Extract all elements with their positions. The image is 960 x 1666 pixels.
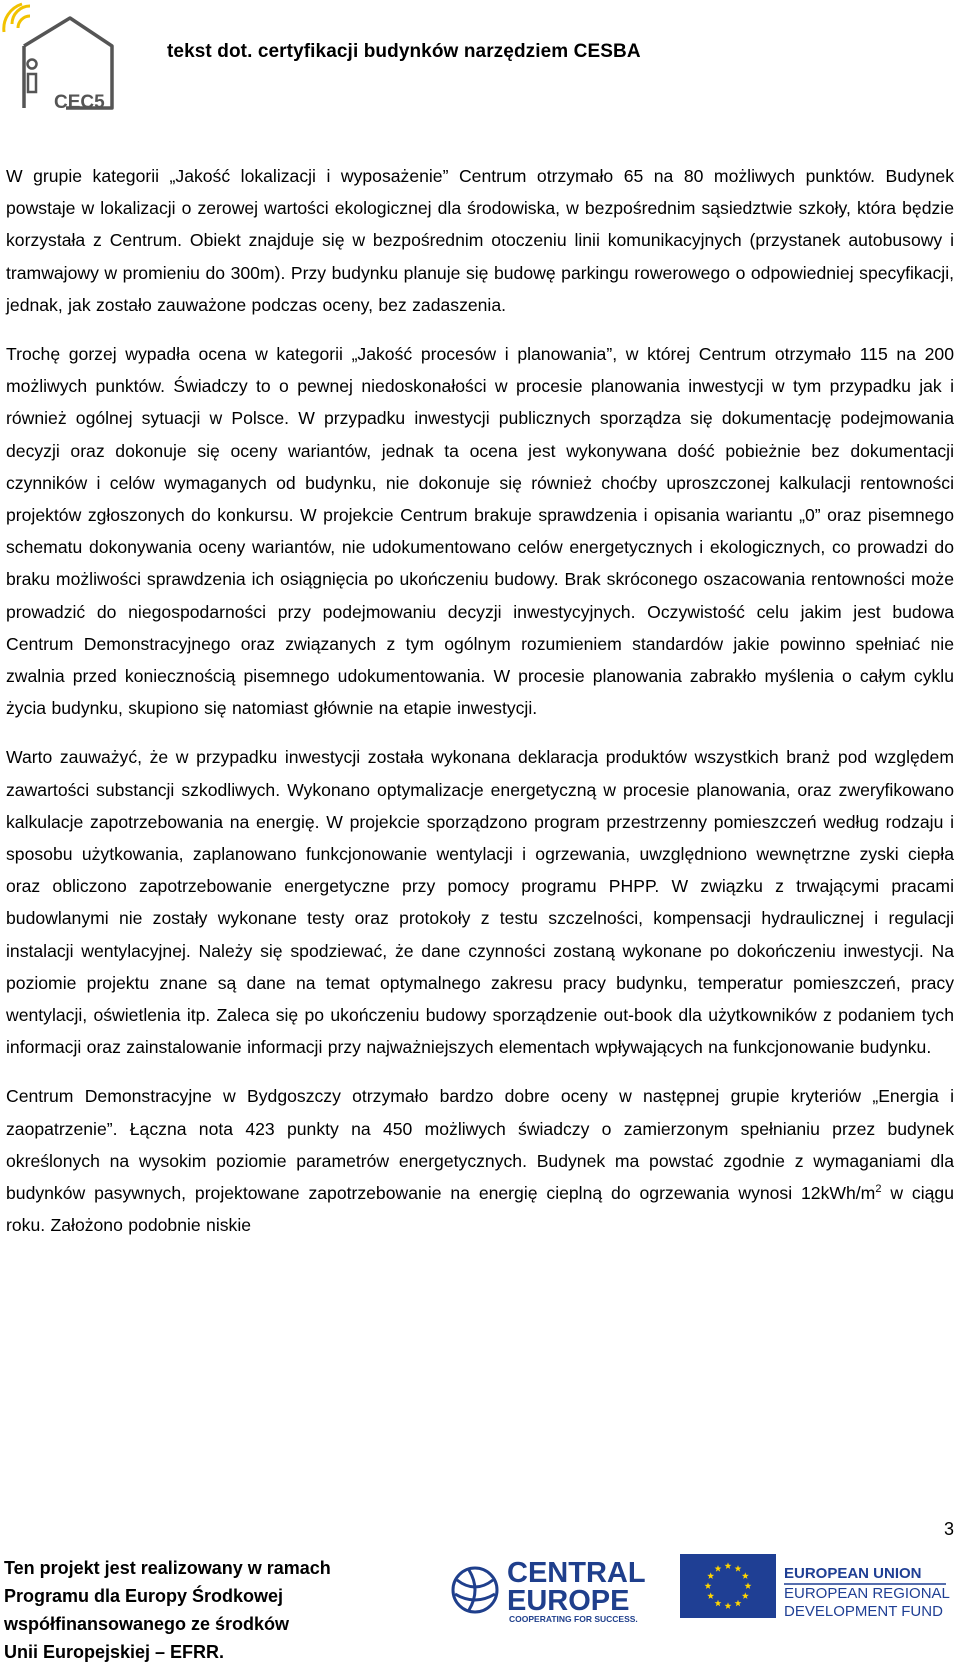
globe-icon [453,1568,497,1612]
document-body [6,160,954,1259]
page-number: 3 [943,1519,954,1539]
eu-logo-line3: DEVELOPMENT FUND [784,1603,943,1620]
eu-logo-line2: EUROPEAN REGIONAL [784,1585,950,1602]
paragraph-optimization: Warto zauważyć, że w przypadku inwestycji została wykonana deklaracja produktów wszystkich branż pod względem zawartości substancji szkodliwych. Wykonano optymalizacje energetyczną w procesie planowania, oraz zweryfikowano kalkulacje zapotrzebowania na energię. W projekcie sporządzono program przestrzenny pomieszczeń według rodzaju i sposobu użytkowania, zaplanowano funkcjonowanie wentylacji i ogrzewania, uwzględniono wewnętrzne zyski ciepła oraz obliczono zapotrzebowanie energetyczne przy pomocy programu PHPP. W związku z trwającymi pracami budowlanymi nie zostały wykonane testy oraz protokoły z testu szczelności, kompensacji hydraulicznej i regulacji instalacji wentylacyjnej. Należy się spodziewać, że dane czynności zostaną wykonane po dokończeniu inwestycji. Na poziomie projektu znane są dane na temat optymalnego zakresu pracy budynku, temperatur pomieszczeń, pracy wentylacji, oświetlenia itp. Zaleca się po ukończeniu budowy sporządzenie out-book dla użytkowników z podaniem tych informacji oraz zainstalowanie informacji przy najważniejszych elementach wpływających na funkcjonowanie budynku. [6,747,954,1058]
funding-line-1: Ten projekt jest realizowany w ramach [4,1558,331,1578]
eu-regional-fund-logo [680,1548,960,1628]
funding-line-2: Programu dla Europy Środkowej [4,1586,284,1606]
funding-statement [4,1554,384,1666]
superscript-2: 2 [875,1183,882,1196]
funding-line-3: współfinansowanego ze środków [4,1614,290,1634]
paragraph-location: W grupie kategorii „Jakość lokalizacji i wyposażenie” Centrum otrzymało 65 na 80 możliwych punktów. Budynek powstaje w lokalizacji o zerowej wartości ekologicznej dla środowiska, w bezpośrednim sąsiedztwie szkoły, która będzie korzystała z Centrum. Obiekt znajduje się w bezpośrednim otoczeniu linii komunikacyjnych (przystanek autobusowy i tramwajowy w promieniu do 300m). Przy budynku planuje się budowę parkingu rowerowego o odpowiedniej specyfikacji, jednak, jak zostało zauważone podczas oceny, bez zadaszenia. [6,166,954,315]
central-europe-logo [447,1550,667,1626]
funding-line-4: Unii Europejskiej – EFRR. [4,1642,225,1662]
cec5-logo-text: CEC5 [54,92,105,113]
cec5-logo [2,2,122,114]
paragraph-process-planning: Trochę gorzej wypadła ocena w kategorii „Jakość procesów i planowania”, w której Centrum otrzymało 115 na 200 możliwych punktów. Świadczy to o pewnej niedoskonałości w procesie planowania inwestycji w tym przypadku jak i również ogólnej sytuacji w Polsce. W przypadku inwestycji publicznych sporządza się dokumentację podejmowania decyzji oraz dokonuje się oceny wariantów, jednak ta ocena jest wykonywana dość pobieżnie bez dokumentacji czynników i celów wymaganych od budynku, nie dokonuje się również choćby uproszczonej kalkulacji rentowności projektów zgłoszonych do konkursu. W projekcie Centrum brakuje sprawdzenia i opisania wariantu „0” oraz pisemnego schematu dokonywania oceny wariantów, nie udokumentowano celów energetycznych i ekologicznych, co prowadzi do braku możliwości sprawdzenia ich osiągnięcia po ukończeniu budowy. Brak skróconego oszacowania rentowności może prowadzić do niegospodarności przy podejmowaniu decyzji inwestycyjnych. Oczywistość celu jakim jest budowa Centrum Demonstracyjnego oraz związanych z tym ogólnym rozumieniem standardów jakie powinno spełniać nie zwalnia przed koniecznością pisemnego udokumentowania. W procesie planowania zabrakło myślenia o całym cyklu życia budynku, skupiono się natomiast głównie na etapie inwestycji. [6,344,954,719]
document-header-title: tekst dot. certyfikacji budynków narzędziem CESBA [167,41,641,62]
eu-logo-line1: EUROPEAN UNION [784,1565,922,1582]
energy-text-start: Centrum Demonstracyjne w Bydgoszczy otrzymało bardzo dobre oceny w następnej grupie kryteriów „Energia i zaopatrzenie”. Łączna nota 423 punkty na 450 możliwych świadczy o zamierzonym spełnianiu przez budynek określonych na wysokim poziomie parametrów energetycznych. Budynek ma powstać zgodnie z wymaganiami dla budynków pasywnych, projektowane zapotrzebowanie na energię cieplną do ogrzewania wynosi 12kWh/m [6,1086,954,1204]
page-header [0,0,960,120]
ce-logo-line1: CENTRAL [507,1557,646,1589]
ce-logo-line2: EUROPE [507,1585,630,1617]
energy-text-end: w ciągu roku. Założono podobnie niskie [6,1183,954,1236]
ce-logo-tagline: COOPERATING FOR SUCCESS. [509,1614,638,1624]
paragraph-energy [6,1080,954,1241]
page-footer [0,1538,960,1661]
